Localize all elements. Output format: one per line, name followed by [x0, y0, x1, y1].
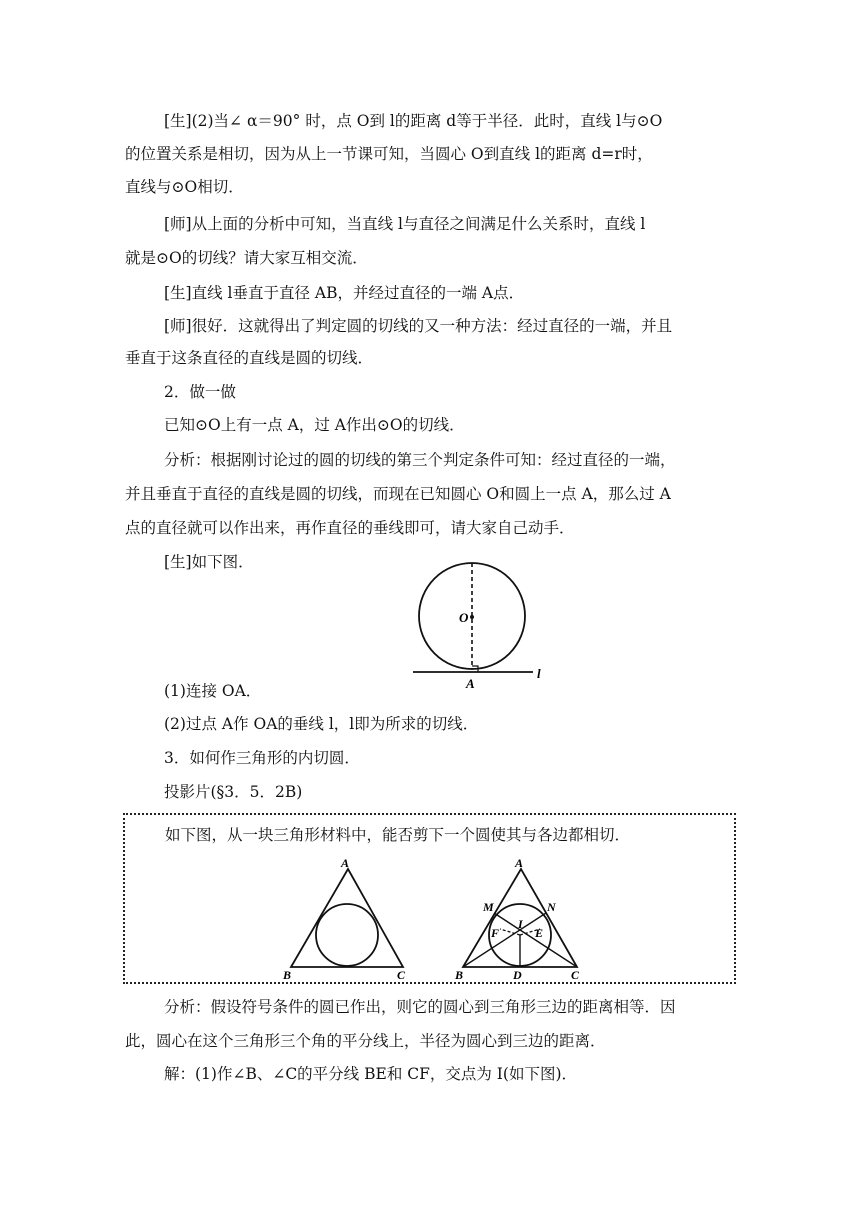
paragraph: 已知⊙O上有一点 A，过 A作出⊙O的切线． [164, 416, 465, 434]
section-heading: 3．如何作三角形的内切圆． [164, 749, 360, 767]
label-e: E [535, 926, 544, 940]
tangent-figure [405, 558, 555, 693]
label-d: D [513, 968, 522, 980]
label-a: A [515, 856, 524, 870]
label-m: M [483, 900, 494, 914]
label-a: A [341, 856, 350, 870]
paragraph: 分析：根据刚讨论过的圆的切线的第三个判定条件可知：经过直径的一端， [164, 451, 676, 469]
center-dot [470, 615, 474, 619]
bisector-be [463, 913, 546, 967]
incircle-construction-figure [455, 855, 590, 980]
paragraph: [生](2)当∠ α＝90° 时，点 O到 l的距离 d等于半径．此时，直线 l与⊙O [164, 112, 663, 130]
paragraph: 点的直径就可以作出来，再作直径的垂线即可，请大家自己动手． [125, 519, 575, 537]
section-heading: 2．做一做 [164, 383, 236, 401]
paragraph: 的位置关系是相切，因为从上一节课可知，当圆心 O到直线 l的距离 d=r时， [125, 145, 653, 163]
label-o: O [459, 610, 469, 625]
paragraph: [师]很好．这就得出了判定圆的切线的又一种方法：经过直径的一端，并且 [164, 317, 673, 335]
paragraph: 投影片(§3．5．2B) [164, 783, 303, 801]
bisector-cf [494, 913, 577, 967]
box-text: 如下图，从一块三角形材料中，能否剪下一个圆使其与各边都相切． [165, 826, 631, 844]
paragraph: 并且垂直于直径的直线是圆的切线，而现在已知圆心 O和圆上一点 A，那么过 A [125, 485, 671, 503]
paragraph: [生]如下图． [164, 553, 254, 571]
paragraph: (2)过点 A作 OA的垂线 l，l即为所求的切线． [164, 715, 479, 733]
label-b: B [455, 968, 464, 980]
paragraph: 直线与⊙O相切． [125, 178, 244, 196]
triangle [291, 869, 403, 967]
paragraph: (1)连接 OA． [164, 682, 262, 700]
label-l: l [537, 666, 541, 681]
label-f: F [491, 926, 500, 940]
paragraph: 解：(1)作∠B、∠C的平分线 BE和 CF，交点为 I(如下图)． [164, 1065, 577, 1083]
label-c: C [571, 968, 580, 980]
projection-slide-box [123, 813, 736, 984]
paragraph: 垂直于这条直径的直线是圆的切线． [125, 349, 374, 367]
paragraph: [师]从上面的分析中可知，当直线 l与直径之间满足什么关系时，直线 l [164, 215, 646, 233]
incircle-figure [283, 855, 413, 980]
label-i: I [518, 917, 523, 931]
paragraph: 分析：假设符号条件的圆已作出，则它的圆心到三角形三边的距离相等．因 [164, 998, 676, 1016]
label-n: N [547, 900, 556, 914]
paragraph: [生]直线 l垂直于直径 AB，并经过直径的一端 A点． [164, 284, 525, 302]
paragraph: 就是⊙O的切线？请大家互相交流． [125, 249, 368, 267]
label-c: C [397, 968, 406, 980]
incircle [316, 904, 378, 966]
label-b: B [283, 968, 292, 980]
paragraph: 此，圆心在这个三角形三个角的平分线上，半径为圆心到三边的距离． [125, 1032, 606, 1050]
label-a: A [466, 676, 475, 691]
